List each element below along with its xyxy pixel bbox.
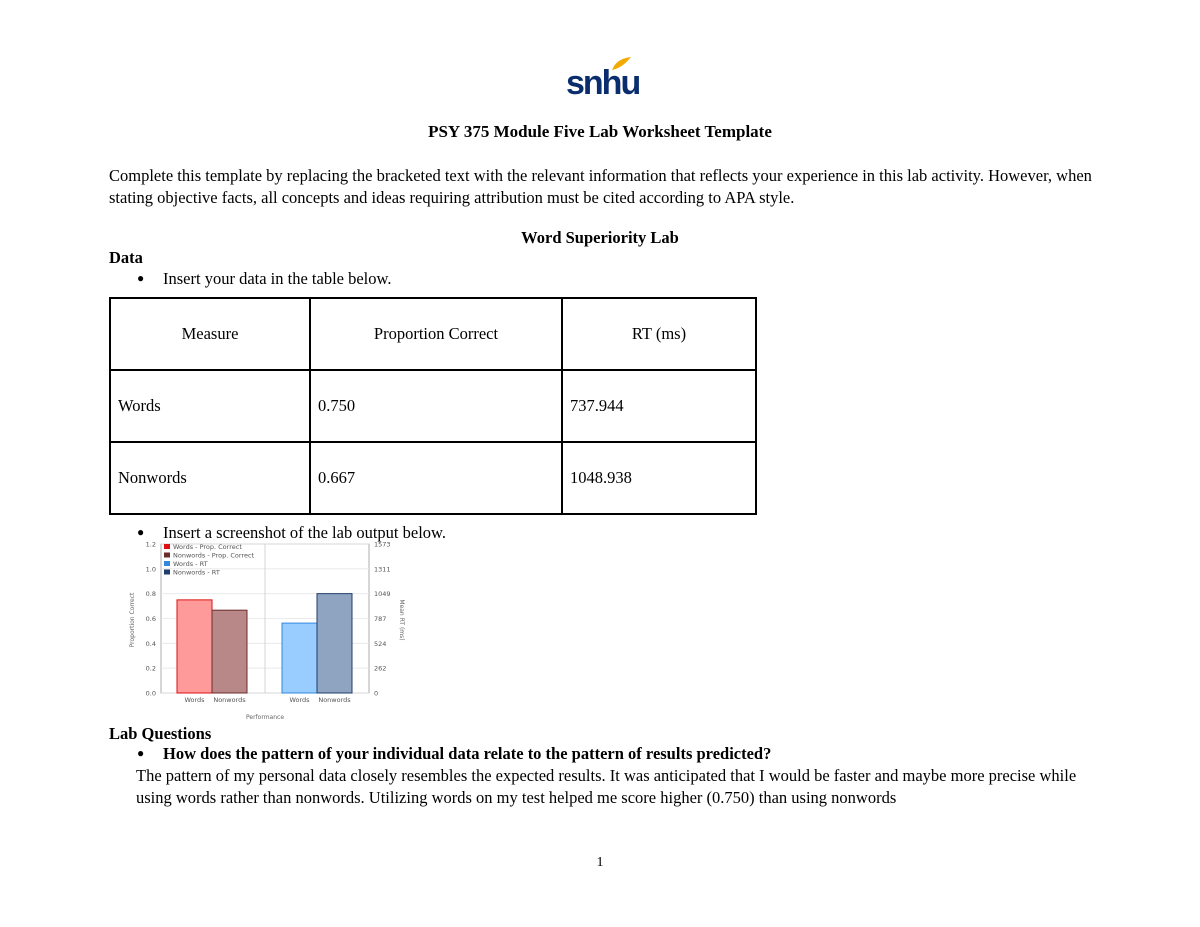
legend-swatch: [164, 570, 170, 575]
table-cell: Nonwords: [110, 442, 310, 514]
lab-title: Word Superiority Lab: [521, 228, 679, 247]
x-tick-label: Words: [289, 696, 310, 704]
data-table: [109, 297, 757, 515]
right-tick-label: 1049: [374, 590, 391, 599]
question-1: ● How does the pattern of your individual data relate to the pattern of results predicted?: [137, 744, 772, 763]
table-cell: 737.944: [562, 370, 756, 442]
chart-bar: [212, 610, 247, 693]
table-row: [110, 370, 756, 442]
y2-axis-label: Mean RT (ms): [398, 599, 405, 641]
x-tick-label: Nonwords: [213, 696, 246, 704]
right-tick-label: 262: [374, 664, 387, 673]
bullet-icon: ●: [137, 746, 145, 760]
left-tick-label: 0.2: [145, 664, 156, 673]
logo-text: snhu: [566, 64, 640, 102]
left-tick-label: 0.6: [145, 615, 156, 623]
table-header-cell: Proportion Correct: [310, 298, 562, 370]
table-row: [110, 442, 756, 514]
bullet-table-instruction: ● Insert your data in the table below.: [137, 269, 392, 288]
table-header-cell: Measure: [110, 298, 310, 370]
left-tick-label: 0.4: [145, 639, 156, 648]
left-tick-label: 1.0: [145, 565, 156, 574]
bullet-screenshot-instruction: ● Insert a screenshot of the lab output below.: [137, 523, 447, 542]
right-tick-label: 0: [374, 689, 379, 698]
left-tick-label: 1.2: [145, 540, 156, 549]
answer-1: The pattern of my personal data closely resembles the expected results. It was anticipated that I would be faster and maybe more precise while using words rather than nonwords. Utilizing words on my test helped me score higher (0.750) than using nonwords: [136, 766, 1077, 807]
data-heading: Data: [109, 248, 143, 267]
legend-swatch: [164, 544, 170, 549]
left-tick-label: 0.8: [145, 590, 156, 599]
table-header-cell: RT (ms): [562, 298, 756, 370]
right-tick-label: 1311: [374, 565, 391, 574]
left-tick-label: 0.0: [145, 689, 156, 698]
bullet-icon: ●: [137, 271, 145, 285]
chart-bar: [282, 623, 317, 693]
snhu-logo: [566, 56, 640, 102]
table-header-row: [110, 298, 756, 370]
bullet-icon: ●: [137, 525, 145, 539]
y-axis-label: Proportion Correct: [129, 592, 136, 648]
legend-swatch: [164, 561, 170, 566]
table-cell: 0.750: [310, 370, 562, 442]
x-tick-label: Nonwords: [318, 696, 351, 704]
page-title: PSY 375 Module Five Lab Worksheet Template: [428, 122, 772, 141]
legend-label: Nonwords - Prop. Correct: [173, 551, 255, 560]
lab-output-chart: [124, 540, 414, 724]
chart-bar: [317, 594, 352, 693]
x-axis-label: Performance: [245, 714, 285, 721]
intro-paragraph: Complete this template by replacing the bracketed text with the relevant information that reflects your experience in this lab activity. However, when stating objective facts, all concepts and ideas requiring attribution must be cited according to APA style.: [109, 166, 1092, 207]
legend-label: Nonwords - RT: [173, 568, 220, 577]
chart-bar: [177, 600, 212, 693]
table-cell: Words: [110, 370, 310, 442]
page-number: 1: [596, 855, 604, 870]
x-tick-label: Words: [184, 696, 205, 704]
table-cell: 1048.938: [562, 442, 756, 514]
legend-label: Words - RT: [173, 560, 208, 568]
legend-label: Words - Prop. Correct: [173, 543, 242, 551]
right-tick-label: 524: [374, 639, 387, 648]
right-tick-label: 787: [374, 615, 387, 623]
legend-swatch: [164, 553, 170, 558]
table-cell: 0.667: [310, 442, 562, 514]
right-tick-label: 1573: [374, 540, 391, 549]
lab-questions-heading: Lab Questions: [109, 724, 212, 743]
